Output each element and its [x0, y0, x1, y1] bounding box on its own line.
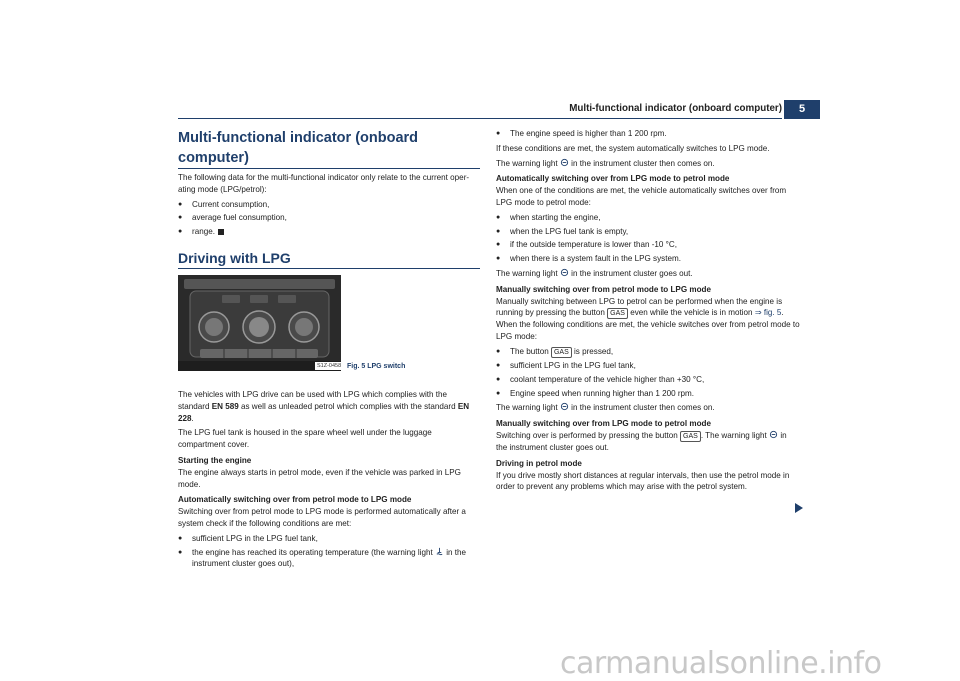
section-title-multifunctional: Multi-functional indicator (onboard computer) — [178, 128, 480, 169]
text: . The warning light — [700, 430, 767, 440]
lpg-warning-icon — [560, 268, 569, 277]
section1-intro: The following data for the multi-functional indicator only relate to the current oper-ating mode (LPG/petrol): — [178, 173, 470, 194]
lpg-warning-icon — [560, 158, 569, 167]
running-header: Multi-functional indicator (onboard computer) — [569, 103, 782, 114]
manual-lpg-list — [496, 346, 800, 399]
text: is pressed, — [574, 346, 614, 356]
lpg-warning-icon — [769, 430, 778, 439]
paragraph-tank: The LPG fuel tank is housed in the spare wheel well under the luggage compartment cover. — [178, 428, 432, 450]
text: The warning light — [496, 158, 558, 168]
text: even while the vehicle is in motion — [630, 308, 753, 318]
text: as well as unleaded petrol which complies with the standard — [241, 401, 456, 411]
next-page-arrow-icon[interactable] — [795, 503, 803, 513]
text: Switching over is performed by pressing the button — [496, 430, 678, 440]
paragraph-conditions-met: If these conditions are met, the system automatically switches to LPG mode. — [496, 143, 770, 153]
figure-caption: Fig. 5 LPG switch — [347, 362, 406, 370]
paragraph-manual-petrol — [496, 430, 800, 454]
section1-list — [178, 199, 480, 238]
paragraph-warn-on — [496, 158, 800, 170]
figure-reference-link[interactable]: ⇒ fig. 5 — [754, 308, 782, 318]
text: . When the following conditions are met, the vehicle switches over from petrol mode to LPG mode: — [496, 308, 800, 342]
text: . — [191, 413, 194, 423]
subheading-starting: Starting the engine — [178, 455, 252, 465]
text: Manually switching between LPG to petrol can be performed when the engine is running by pressing the button — [496, 296, 783, 318]
figure-lpg-switch — [178, 275, 480, 371]
right-column — [496, 128, 800, 496]
lpg-warning-icon — [560, 402, 569, 411]
text: in the instrument cluster goes out), — [192, 547, 467, 569]
list-item: ● The engine speed is higher than 1 200 rpm. — [496, 128, 800, 140]
page-number: 5 — [784, 100, 820, 119]
text: in the instrument cluster goes out. — [571, 268, 693, 278]
figure-code: S1Z-0458 — [317, 362, 342, 369]
subheading-manual-petrol: Manually switching over from LPG mode to petrol mode — [496, 419, 711, 429]
text: The warning light — [496, 403, 558, 413]
engine-speed-list — [496, 128, 800, 140]
paragraph-auto-lpg: Switching over from petrol mode to LPG mode is performed automatically after a system check if the following conditions are met: — [178, 507, 466, 528]
coolant-warning-icon — [435, 547, 444, 556]
list-item: ● when starting the engine, — [496, 212, 800, 224]
text: The warning light — [496, 268, 558, 278]
paragraph-warn-then-on — [496, 402, 800, 414]
subheading-auto-lpg: Automatically switching over from petrol mode to LPG mode — [178, 495, 412, 505]
text: the engine has reached its operating temperature (the warning light — [192, 547, 433, 557]
lpg-switch-photo — [178, 275, 341, 371]
auto-petrol-list — [496, 212, 800, 265]
watermark: carmanualsonline.info — [560, 646, 882, 681]
paragraph-manual-lpg — [496, 296, 800, 343]
list-item-text: range. — [192, 227, 215, 237]
section-end-mark — [218, 229, 224, 235]
list-item: ● when there is a system fault in the LPG system. — [496, 253, 800, 265]
gas-key: GAS — [680, 431, 701, 442]
list-item — [178, 226, 480, 238]
text: in the instrument cluster goes out. — [496, 430, 787, 452]
left-column — [178, 128, 480, 573]
text: The button — [510, 346, 549, 356]
gas-key: GAS — [551, 347, 572, 358]
paragraph-auto-petrol: When one of the conditions are met, the vehicle automatically switches over from LPG mode to petrol mode: — [496, 186, 787, 207]
list-item: ● average fuel consumption, — [178, 212, 480, 224]
subheading-manual-lpg: Manually switching over from petrol mode to LPG mode — [496, 284, 711, 294]
section-title-driving-lpg: Driving with LPG — [178, 248, 480, 269]
list-item: ● sufficient LPG in the LPG fuel tank, — [178, 533, 480, 545]
paragraph-warn-out — [496, 268, 800, 280]
text: in the instrument cluster then comes on. — [571, 158, 715, 168]
standard-en589: EN 589 — [211, 401, 239, 411]
list-item — [178, 547, 480, 571]
list-item — [496, 346, 800, 358]
paragraph-starting: The engine always starts in petrol mode, even if the vehicle was parked in LPG mode. — [178, 467, 461, 489]
paragraph-driving-petrol: If you drive mostly short distances at regular intervals, then use the petrol mode in order to prevent any problems which may arise with the petrol system. — [496, 470, 790, 492]
paragraph-standards — [178, 389, 480, 424]
list-item: ● sufficient LPG in the LPG fuel tank, — [496, 360, 800, 372]
list-item: ● if the outside temperature is lower than -10 °C, — [496, 239, 800, 251]
standard-en228: EN 228 — [178, 401, 470, 423]
list-item: ● Current consumption, — [178, 199, 480, 211]
header-rule — [178, 118, 782, 119]
list-item: ● when the LPG fuel tank is empty, — [496, 226, 800, 238]
text: The vehicles with LPG drive can be used with LPG which complies with the standard — [178, 389, 448, 411]
subheading-auto-petrol: Automatically switching over from LPG mode to petrol mode — [496, 174, 730, 184]
gas-key: GAS — [607, 308, 628, 319]
list-item: ● Engine speed when running higher than 1 200 rpm. — [496, 388, 800, 400]
auto-lpg-list — [178, 533, 480, 570]
list-item: ● coolant temperature of the vehicle higher than +30 °C, — [496, 374, 800, 386]
text: in the instrument cluster then comes on. — [571, 403, 715, 413]
subheading-driving-petrol: Driving in petrol mode — [496, 458, 582, 468]
